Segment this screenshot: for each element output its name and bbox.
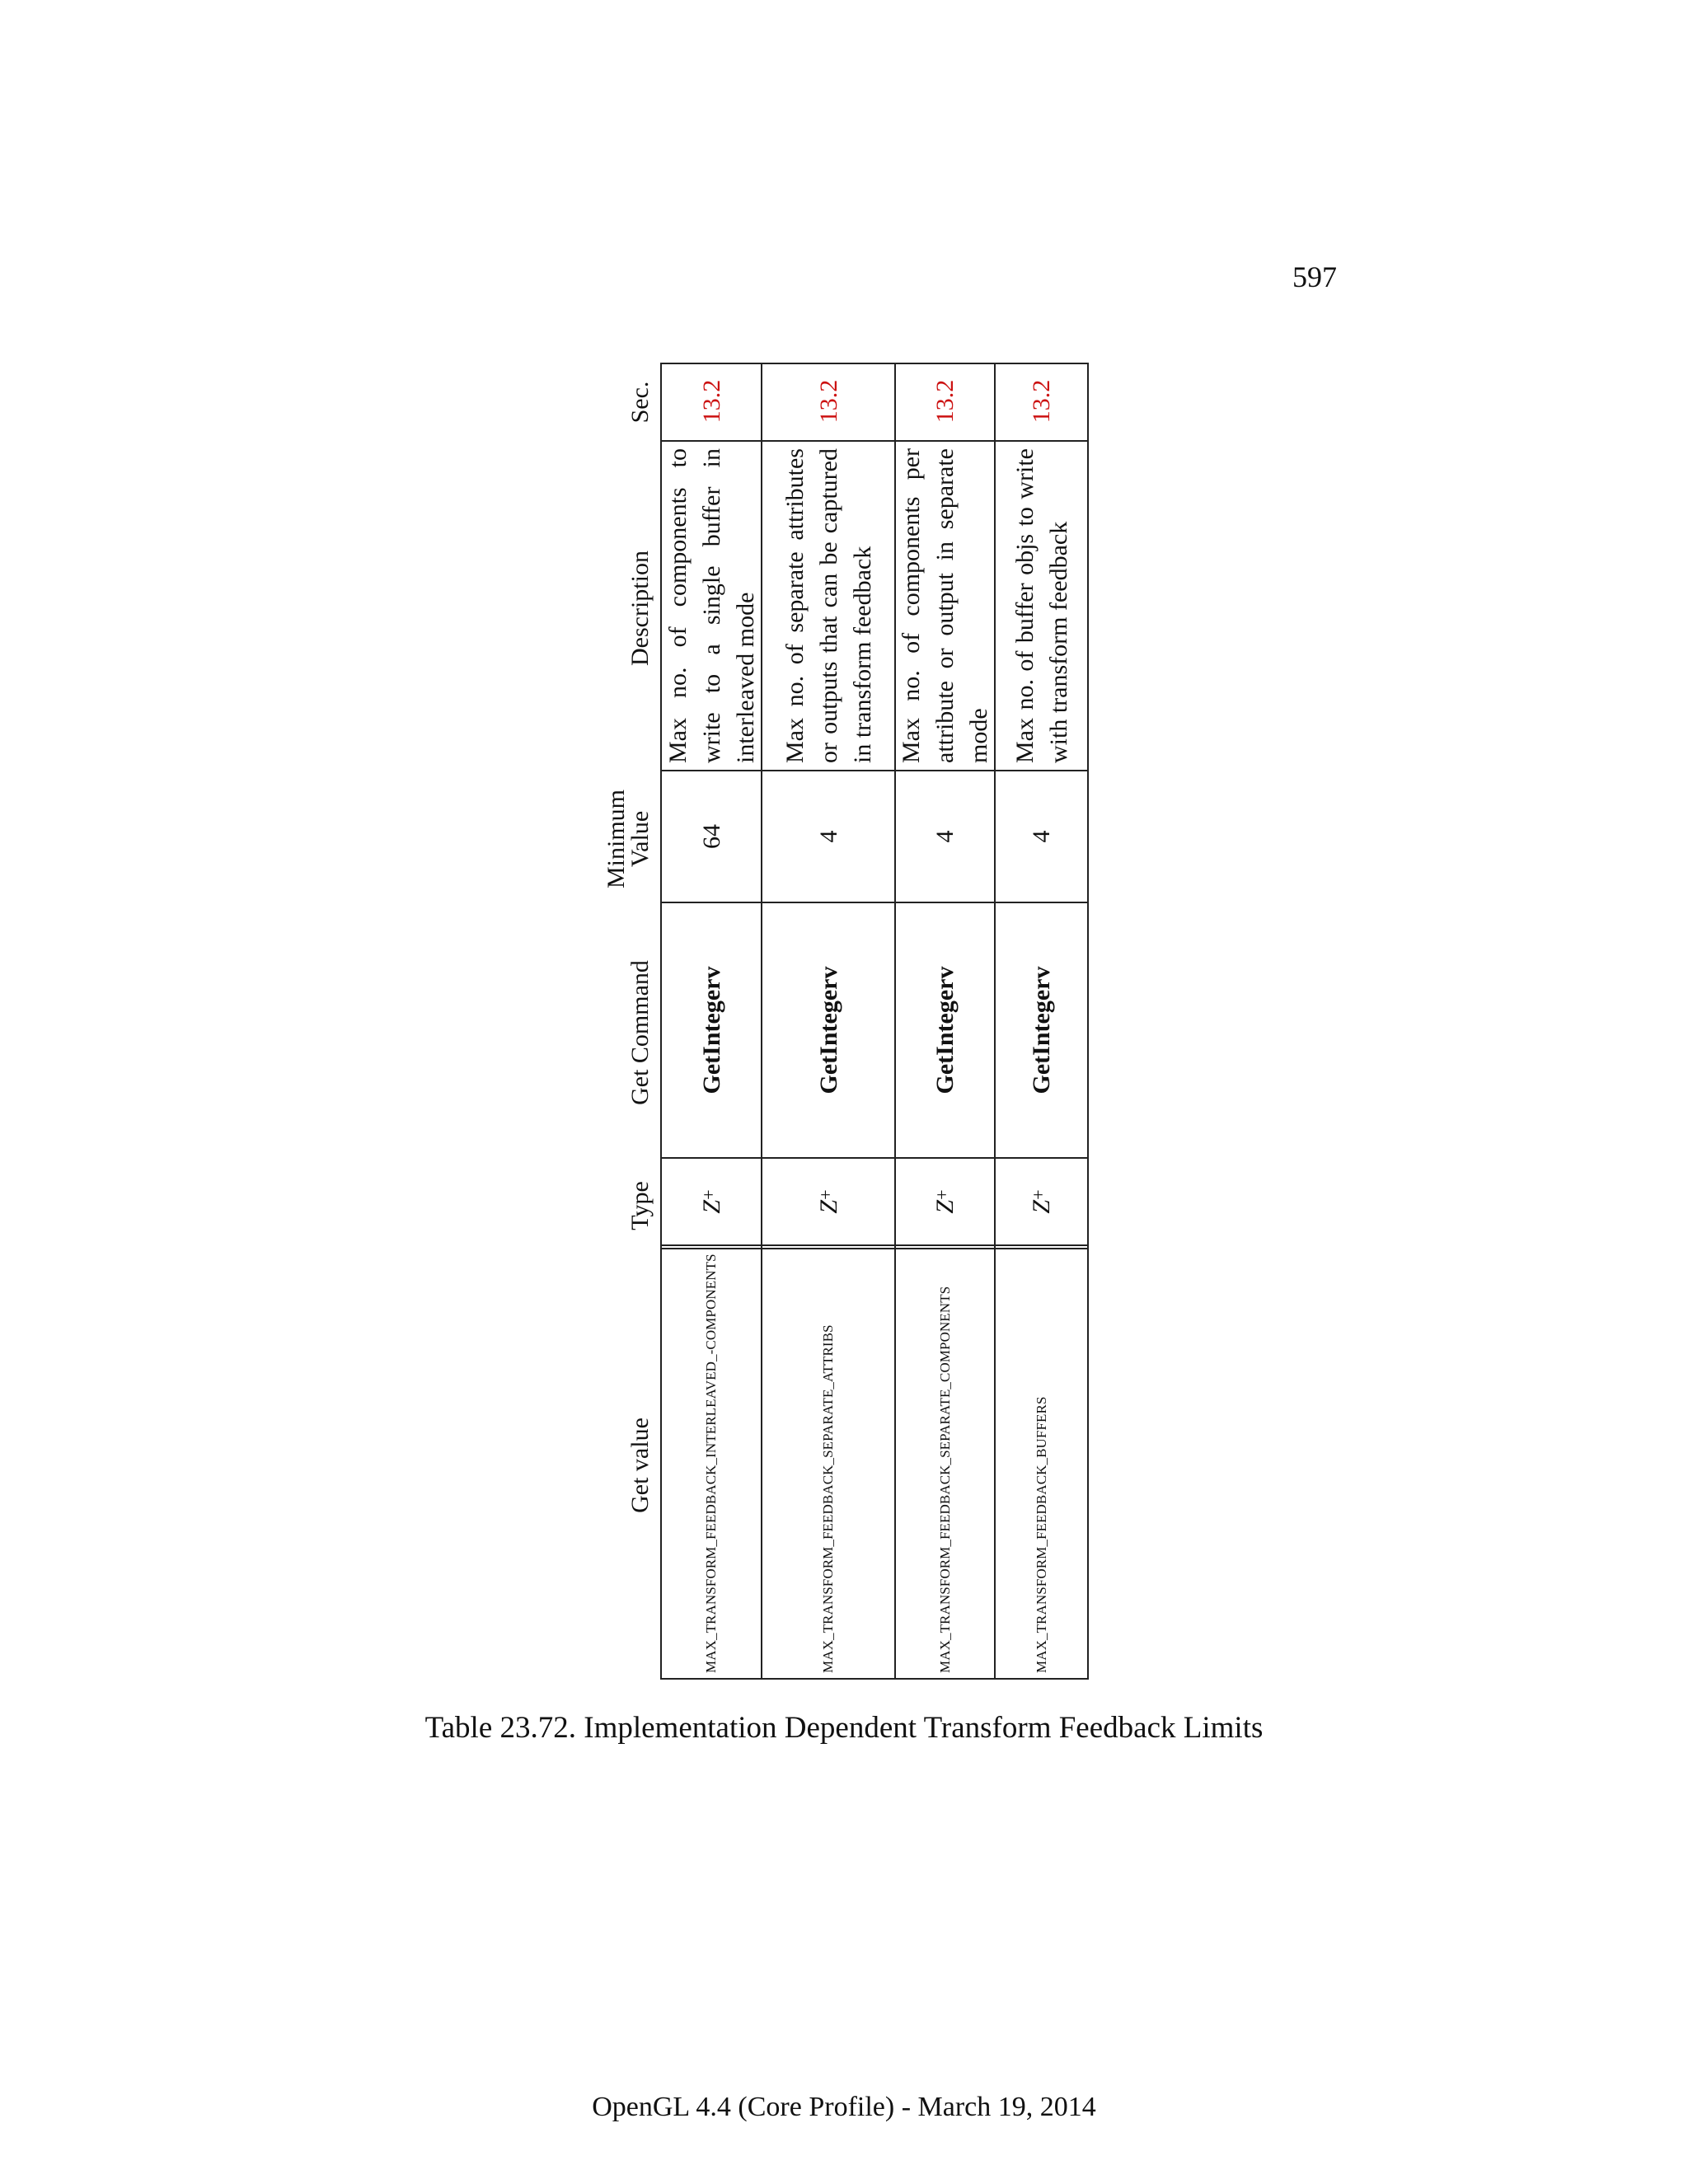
- minimum-value-cell: 4: [814, 830, 842, 843]
- column-divider: [662, 1157, 761, 1159]
- type-cell: Z +: [931, 1189, 959, 1214]
- get-command-cell: GetIntegerv: [814, 966, 842, 1094]
- column-divider: [762, 1157, 894, 1159]
- get-value-cell: MAX_TRANSFORM_FEEDBACK_SEPARATE_COMPONENTS: [936, 1286, 953, 1673]
- column-divider: [896, 902, 994, 903]
- page-footer: OpenGL 4.4 (Core Profile) - March 19, 2014: [592, 2092, 1096, 2122]
- table-body: [660, 363, 1089, 1680]
- page-number: 597: [1292, 260, 1337, 293]
- header-type: Type: [626, 1181, 654, 1230]
- table-caption: Table 23.72. Implementation Dependent Transform Feedback Limits: [424, 1711, 1264, 1745]
- column-divider: [896, 1157, 994, 1159]
- header-get-value: Get value: [626, 1418, 654, 1513]
- rotated-table: [598, 361, 1089, 1680]
- table-row: [761, 364, 894, 1678]
- type-cell: Z +: [697, 1189, 725, 1214]
- column-divider: [662, 902, 761, 903]
- column-divider: [762, 770, 894, 771]
- table-row: [894, 364, 994, 1678]
- header-minimum-value: Minimum Value: [603, 790, 654, 889]
- sec-link[interactable]: 13.2: [697, 379, 725, 424]
- get-value-cell: MAX_TRANSFORM_FEEDBACK_INTERLEAVED_-COMPONENTS: [703, 1254, 719, 1673]
- sec-link[interactable]: 13.2: [931, 379, 959, 424]
- table-row: [994, 364, 1087, 1678]
- description-cell: Max no. of components to write to a single buffer in interleaved mode: [663, 448, 759, 763]
- description-cell: Max no. of buffer objs to write with transform feedback: [1010, 448, 1072, 763]
- sec-link[interactable]: 13.2: [1028, 379, 1055, 424]
- table-row: [662, 364, 761, 1678]
- column-divider: [896, 770, 994, 771]
- get-command-cell: GetIntegerv: [697, 966, 725, 1094]
- column-divider: [762, 440, 894, 442]
- header-get-command: Get Command: [626, 960, 654, 1105]
- column-divider: [896, 1244, 994, 1249]
- column-divider: [662, 1244, 761, 1249]
- header-description: Description: [626, 551, 654, 666]
- get-value-cell: MAX_TRANSFORM_FEEDBACK_BUFFERS: [1033, 1396, 1049, 1673]
- description-cell: Max no. of components per attribute or output in separate mode: [898, 448, 992, 763]
- type-cell: Z +: [1028, 1189, 1055, 1214]
- get-command-cell: GetIntegerv: [931, 966, 959, 1094]
- column-divider: [996, 440, 1087, 442]
- column-divider: [662, 770, 761, 771]
- column-divider: [762, 1244, 894, 1249]
- get-command-cell: GetIntegerv: [1028, 966, 1055, 1094]
- header-sec: Sec.: [626, 381, 654, 424]
- column-divider: [996, 902, 1087, 903]
- sec-link[interactable]: 13.2: [814, 379, 842, 424]
- table-header: [598, 361, 660, 1680]
- description-cell: Max no. of separate attributes or outputs that can be captured in transform feedback: [781, 448, 876, 763]
- get-value-cell: MAX_TRANSFORM_FEEDBACK_SEPARATE_ATTRIBS: [820, 1324, 836, 1673]
- minimum-value-cell: 4: [931, 830, 959, 843]
- type-cell: Z +: [814, 1189, 842, 1214]
- column-divider: [996, 770, 1087, 771]
- column-divider: [762, 902, 894, 903]
- column-divider: [996, 1157, 1087, 1159]
- minimum-value-cell: 4: [1028, 830, 1055, 843]
- column-divider: [662, 440, 761, 442]
- column-divider: [896, 440, 994, 442]
- column-divider: [996, 1244, 1087, 1249]
- minimum-value-cell: 64: [697, 824, 725, 849]
